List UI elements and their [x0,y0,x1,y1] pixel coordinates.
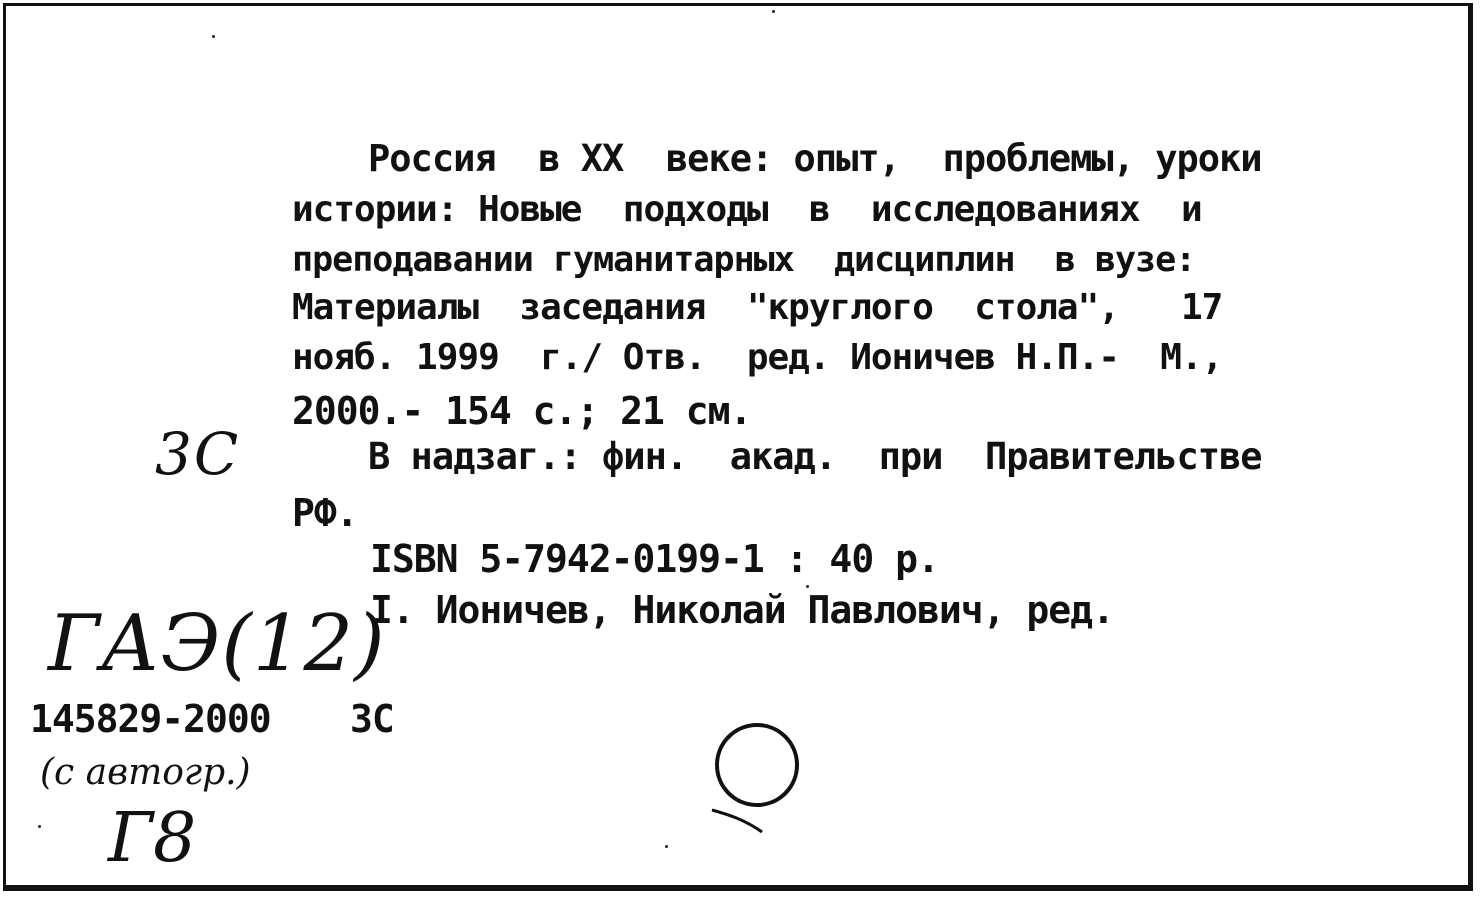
card-line-title: Россия в XX веке: опыт, проблемы, уроки [368,137,1262,180]
classification-code: ЗС [350,697,394,741]
scan-speck [665,845,668,848]
card-line-title-cont-1: истории: Новые подходы в исследованиях и [292,189,1202,230]
handwritten-autograph-note: (с автогр.) [40,752,251,793]
handwritten-shelf-mark: ГАЭ(12) [48,599,386,689]
card-line-title-cont-2: преподавании гуманитарных дисциплин в вузе: [292,240,1196,280]
card-line-isbn: ISBN 5-7942-0199-1 : 40 р. [370,537,939,581]
card-line-header-note: В надзаг.: фин. акад. при Правительстве [368,435,1262,478]
scan-speck [212,35,215,38]
card-line-header-note-cont: РФ. [292,491,358,535]
accession-number: 145829-2000 [30,697,271,741]
handwritten-bottom-mark: Г8 [108,799,197,878]
scan-speck [38,825,41,828]
card-line-added-entry: I. Ионичев, Николай Павлович, ред. [370,588,1114,632]
handwritten-margin-mark: 3С [155,420,241,488]
card-line-date-editor: нояб. 1999 г./ Отв. ред. Ионичев Н.П.- М., [292,337,1223,378]
scan-speck [772,10,775,13]
card-line-physical-description: 2000.- 154 с.; 21 см. [292,389,752,433]
scan-speck [806,585,809,588]
card-line-materials: Материалы заседания "круглого стола", 17 [292,287,1223,328]
